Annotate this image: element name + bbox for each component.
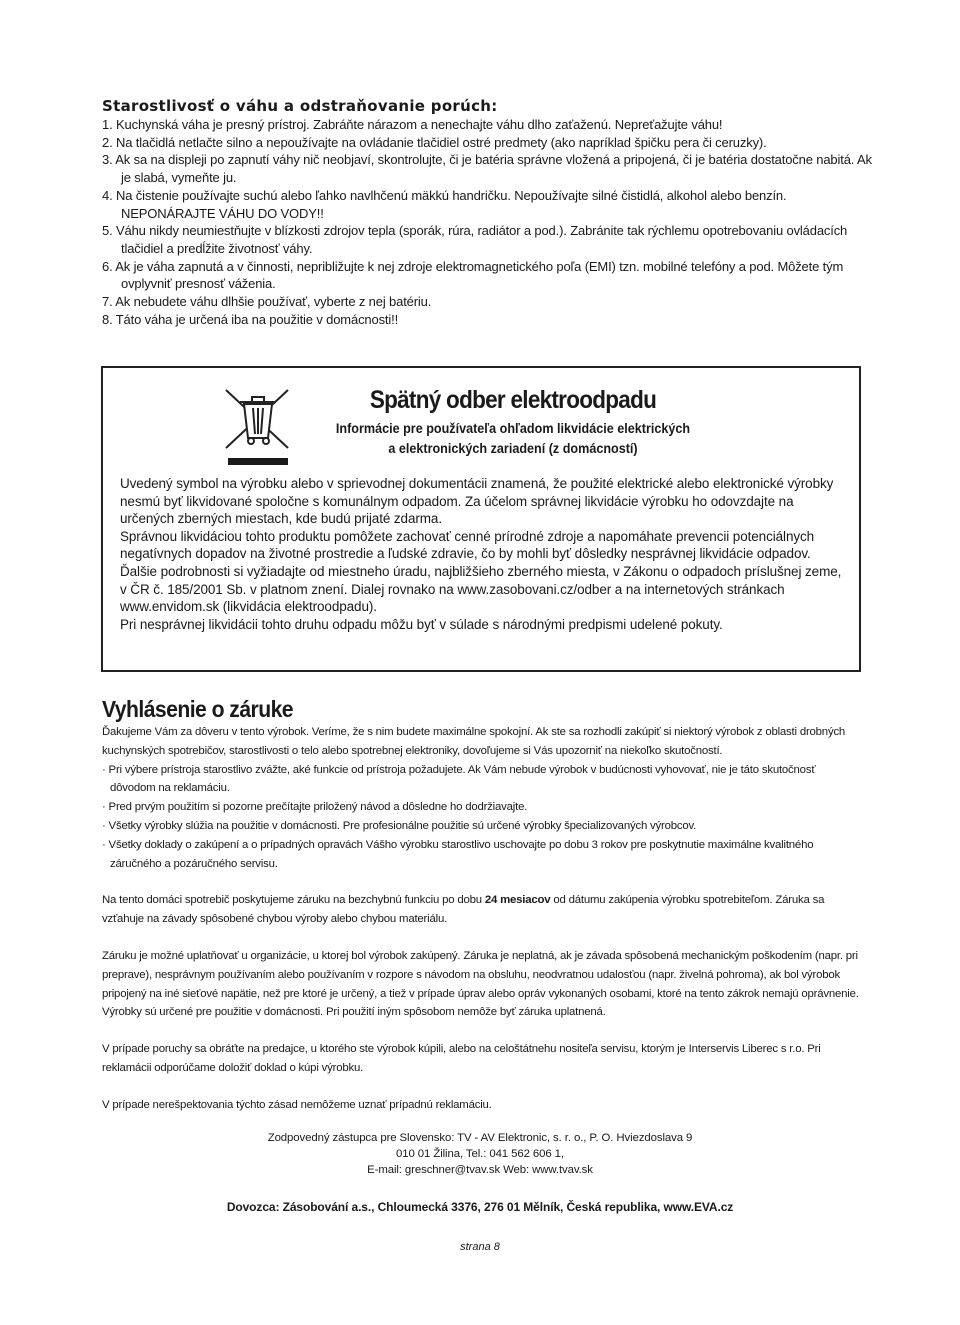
care-item-6: 6. Ak je váha zapnutá a v činnosti, nepribližujte k nej zdroje elektromagnetického poľa (EMI) tzn. mobilné telefóny a pod. Môžete tým ovplyvniť presnosť váženia. xyxy=(102,258,844,292)
recycling-box xyxy=(101,366,861,672)
warranty-bullet-2: · Pred prvým použitím si pozorne prečítajte priložený návod a dôsledne ho dodržiavajte. xyxy=(102,801,528,814)
warranty-bullet-4: · Všetky doklady o zakúpení a o prípadných opravách Vášho výrobku starostlivo uschovajte po dobu 3 rokov pre poskytnutie maximálne kvalitného záručného a pozáručného servisu. xyxy=(102,838,814,870)
representative-line2: 010 01 Žilina, Tel.: 041 562 606 1, xyxy=(396,1147,564,1160)
representative-contact xyxy=(180,1131,780,1178)
care-item-2: 2. Na tlačidlá netlačte silno a nepoužívajte na ovládanie tlačidiel ostré predmety (ako napríklad špičku pera či ceruzky). xyxy=(102,134,767,150)
recycling-body xyxy=(120,475,845,633)
warranty-bullet-3: · Všetky výrobky slúžia na použitie v domácnosti. Pre profesionálne použitie sú určené výrobky špecializovaných výrobcov. xyxy=(102,819,697,832)
representative-line3: E-mail: greschner@tvav.sk Web: www.tvav.sk xyxy=(367,1163,593,1176)
importer-info: Dovozca: Zásobování a.s., Chloumecká 3376, 276 01 Mělník, Česká republika, www.EVA.cz xyxy=(226,1200,734,1214)
care-item-5: 5. Váhu nikdy neumiestňujte v blízkosti zdrojov tepla (sporák, rúra, radiátor a pod.). Zabránite tak rýchlemu opotrebovaniu ovládacích tlačidiel a predĺžite životnosť váhy. xyxy=(102,223,848,256)
recycling-paragraph-1: Uvedený symbol na výrobku alebo v sprievodnej dokumentácii znamená, že použité elektrické alebo elektronické výrobky nesmú byť likvidované spoločne s komunálnym odpadom. Za účelom správnej likvidácie výrobku ho odovzdajte na určených zberných miestach, kde budú prijaté zdarma. xyxy=(120,476,834,527)
recycling-paragraph-3: Ďalšie podrobnosti si vyžiadajte od miestneho úradu, najbližšieho zberného miesta, v Zákonu o odpadoch príslušnej zeme, v ČR č. 185/2001 Sb. v platnom znení. Dialej rovnako na www.zasobovani.cz/odber a na internetových stránkach www.envidom.sk (likvidácia elektroodpadu). xyxy=(120,563,842,615)
warranty-term xyxy=(102,891,862,929)
recycling-title: Spätný odber elektroodpadu xyxy=(369,386,657,414)
warranty-term-after: od dátumu zakúpenia výrobku spotrebiteľom. Záruka sa vzťahuje na závady spôsobené chybou výroby alebo chybou materiálu. xyxy=(102,894,825,926)
recycling-subtitle-line2: a elektronických zariadení (z domácností) xyxy=(388,440,638,456)
care-item-4: 4. Na čistenie používajte suchú alebo ľahko navlhčenú mäkkú handričku. Nepoužívajte silné čistidlá, alkohol alebo benzín. NEPONÁRAJTE VÁHU DO VODY!! xyxy=(102,187,787,221)
recycling-subtitle xyxy=(306,418,720,458)
care-heading: Starostlivosť o váhu a odstraňovanie porúch: xyxy=(102,97,498,115)
page-number: strana 8 xyxy=(460,1241,500,1253)
care-item-7: 7. Ak nebudete váhu dlhšie používať, vyberte z nej batériu. xyxy=(102,294,432,310)
recycling-subtitle-line1: Informácie pre používateľa ohľadom likvidácie elektrických xyxy=(335,420,691,436)
warranty-heading: Vyhlásenie o záruke xyxy=(102,696,294,722)
crossed-out-wheelie-bin-icon xyxy=(222,388,294,466)
care-section xyxy=(102,96,872,328)
warranty-noncompliance: V prípade nerešpektovania týchto zásad nemôžeme uznať prípadnú reklamáciu. xyxy=(102,1098,492,1111)
representative-line1: Zodpovedný zástupca pre Slovensko: TV - AV Elektronic, s. r. o., P. O. Hviezdoslava 9 xyxy=(267,1132,693,1144)
warranty-term-duration: 24 mesiacov xyxy=(484,894,551,907)
warranty-bullet-1: · Pri výbere prístroja starostlivo zvážte, aké funkcie od prístroja požadujete. Ak Vám nebude výrobok v budúcnosti vyhovovať, nie je táto skutočnosť dôvodom na reklamáciu. xyxy=(102,763,816,795)
warranty-intro: Ďakujeme Vám za dôveru v tento výrobok. Veríme, že s nim budete maximálne spokojní. Ak ste sa rozhodli zakúpiť si niektorý výrobok z oblasti drobných kuchynských spotrebičov, starostlivosti o telo alebo spotrebnej elektroniky, dovoľujeme si Vás upozorniť na niekoľko skutočností. xyxy=(102,726,846,757)
warranty-service: V prípade poruchy sa obráťte na predajce, u ktorého ste výrobok kúpili, alebo na celoštátnehu nositeľa servisu, ktorým je Interservis Liberec s r.o. Pri reklamácii odporúčame doložiť doklad o kúpi výrobku. xyxy=(102,1043,821,1074)
care-item-3: 3. Ak sa na displeji po zapnutí váhy nič neobjaví, skontrolujte, či je batéria správne vložená a pripojená, či je batéria dostatočne nabitá. Ak je slabá, vymeňte ju. xyxy=(102,152,872,186)
care-item-8: 8. Táto váha je určená iba na použitie v domácnosti!! xyxy=(102,311,399,327)
warranty-term-before: Na tento domáci spotrebič poskytujeme záruku na bezchybnú funkciu po dobu xyxy=(102,894,485,907)
care-item-1: 1. Kuchynská váha je presný prístroj. Zabráňte nárazom a nenechajte váhu dlho zaťaženú. Nepreťažujte váhu! xyxy=(102,117,723,132)
warranty-claim: Záruku je možné uplatňovať u organizácie, u ktorej bol výrobok zakúpený. Záruka je neplatná, ak je závada spôsobená mechanickým poškodením (napr. pri preprave), nesprávnym používaním alebo používaním v rozpore s návodom na obsluhu, neodvratnou udalosťou (napr. živelná pohroma), ak bol výrobok pripojený na iné sieťové napätie, než pre ktoré je určený, a tiež v prípade úprav alebo opráv vykonaných osobami, ktoré na tento zákrok nemajú oprávnenie. Výrobky sú určené pre použitie v domácnosti. Pri použití iným spôsobom nemôže byť záruka uplatnená. xyxy=(102,949,859,1019)
recycling-paragraph-2: Správnou likvidáciou tohto produktu pomôžete zachovať cenné prírodné zdroje a napomáhate prevencii potenciálnych negatívnych dopadov na životné prostredie a ľudské zdravie, čo by mohli byť dôsledky nesprávnej likvidácie odpadov. xyxy=(120,528,815,562)
warranty-section xyxy=(102,695,862,1115)
recycling-paragraph-4: Pri nesprávnej likvidácii tohto druhu odpadu môžu byť v súlade s národnými predpismi udelené pokuty. xyxy=(120,616,723,632)
